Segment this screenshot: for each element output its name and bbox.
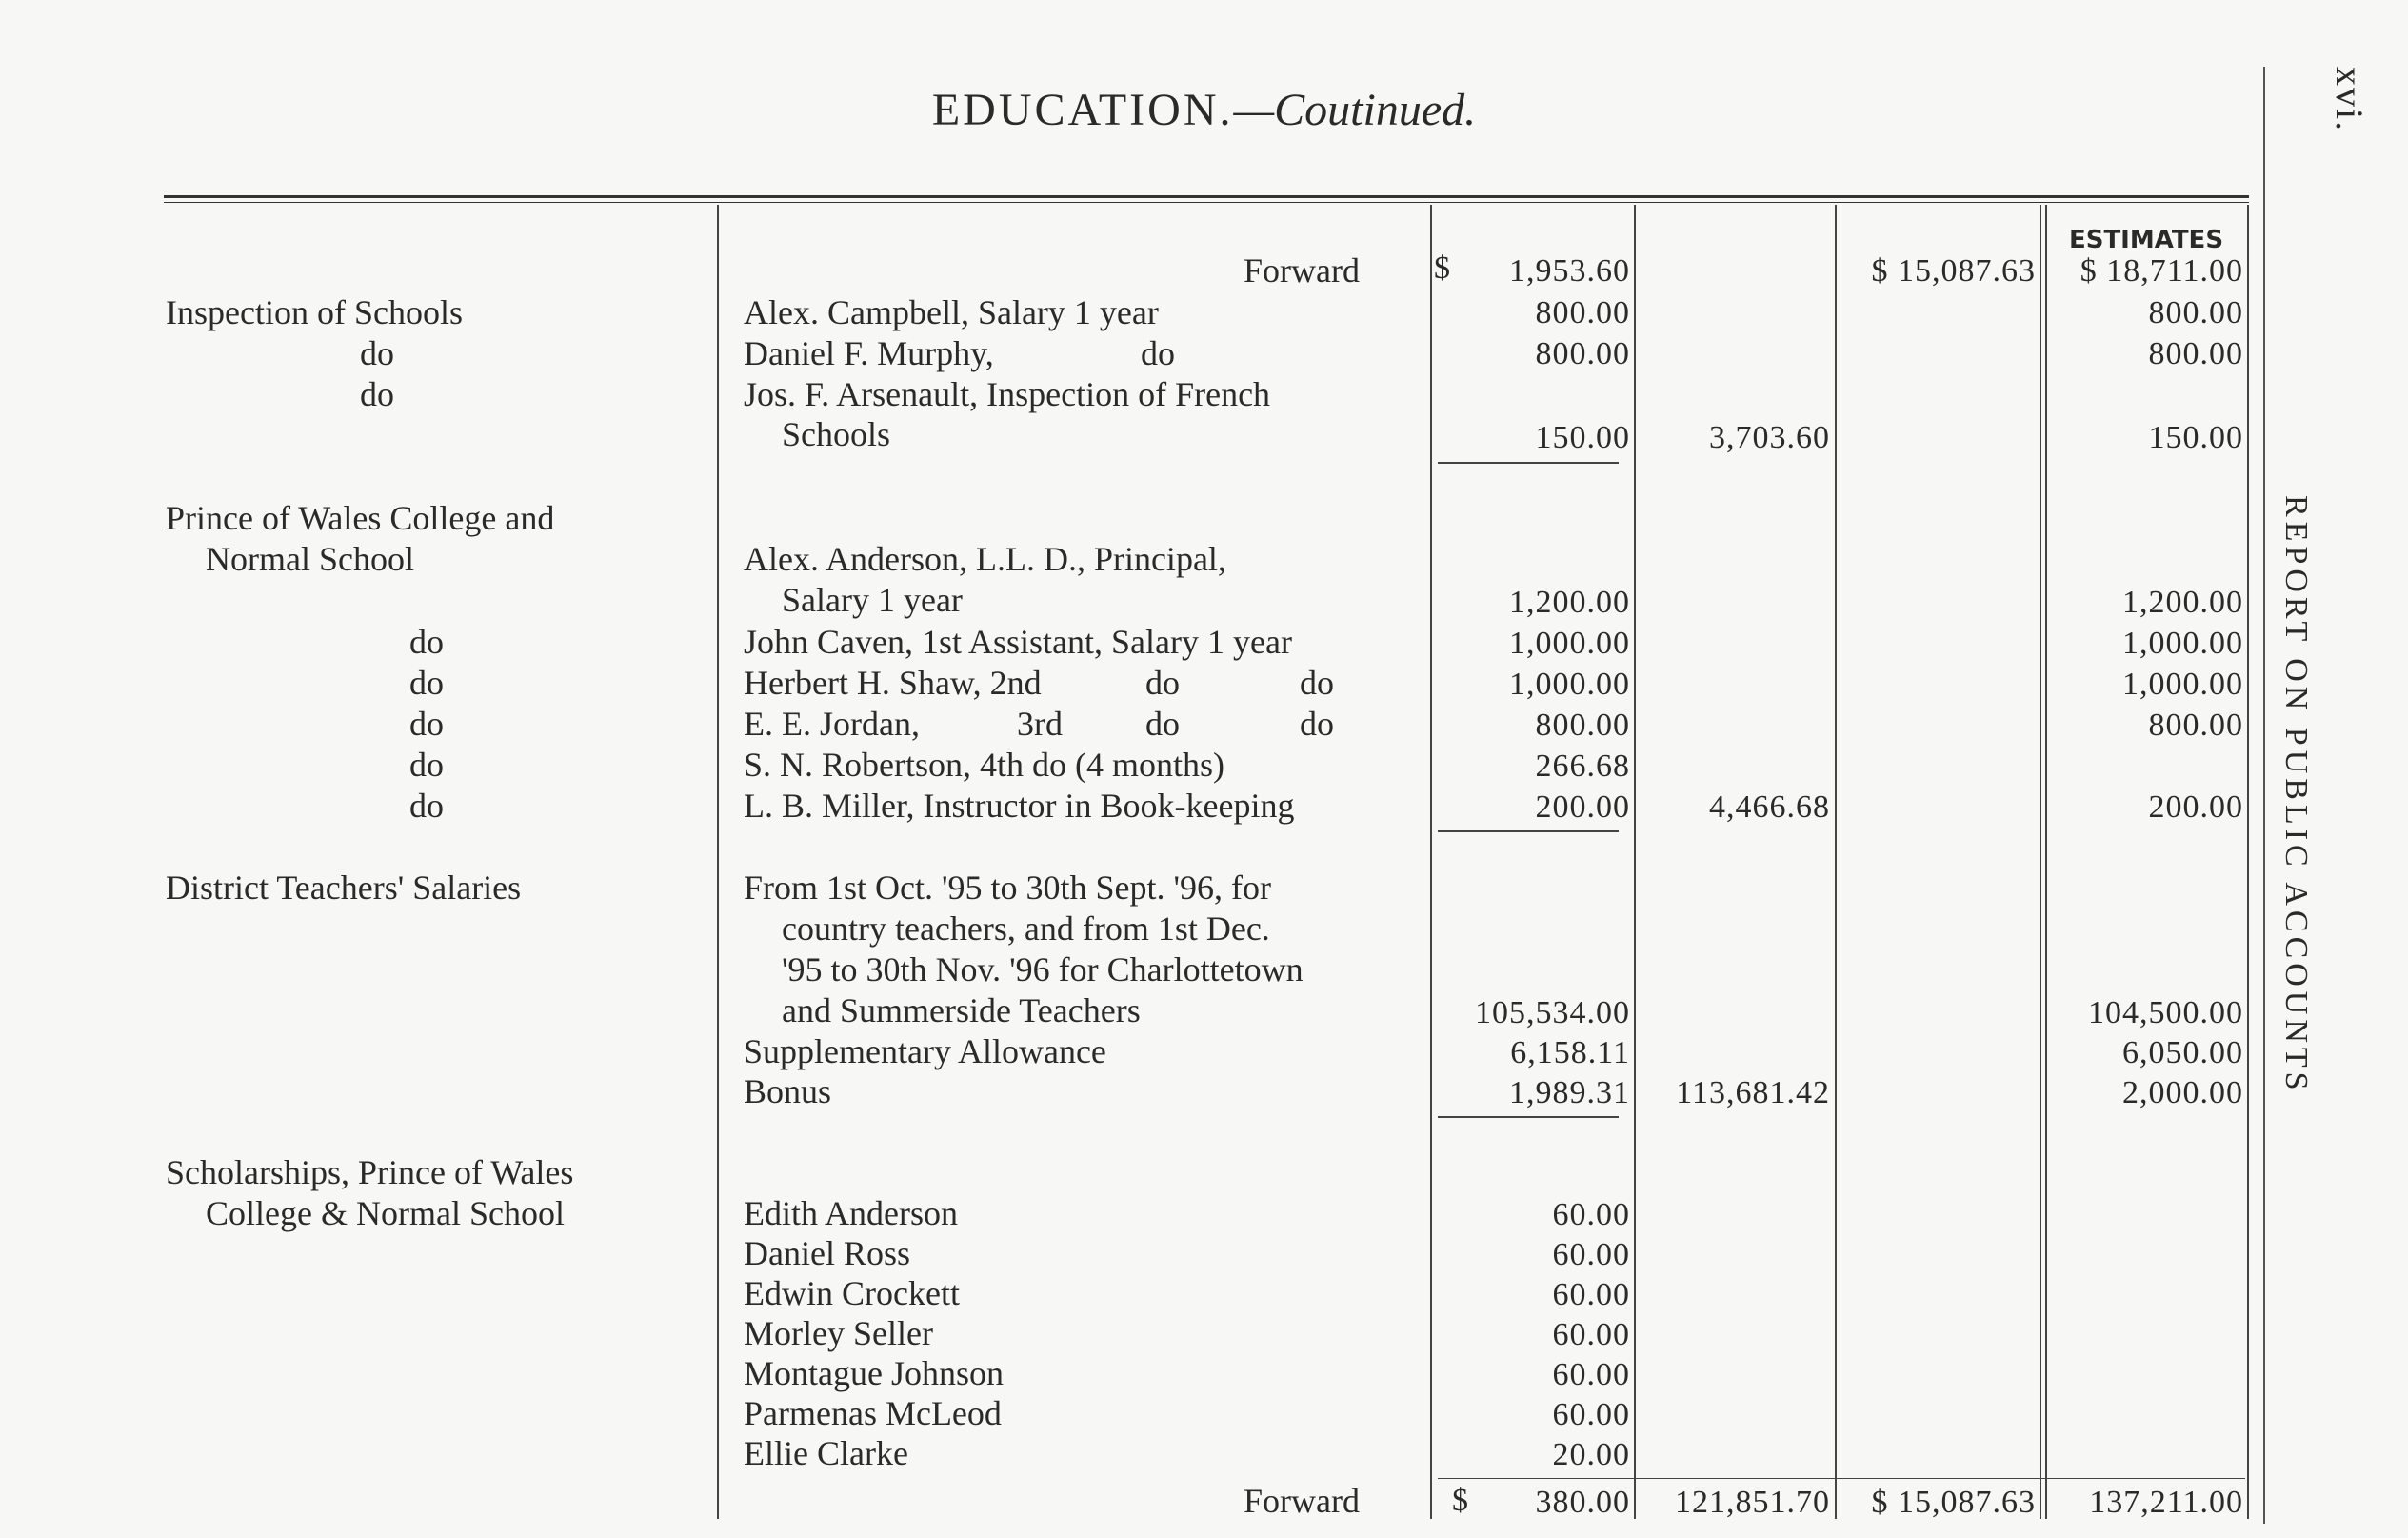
row-amount: 1,000.00 xyxy=(1509,667,1630,702)
row-subtotal: 3,703.60 xyxy=(1709,420,1830,455)
supplementary-label: Supplementary Allowance xyxy=(744,1032,1106,1070)
scholarship-amount: 60.00 xyxy=(1552,1277,1630,1312)
row-estimate: 800.00 xyxy=(2148,708,2243,743)
row-desc: Jos. F. Arsenault, Inspection of French xyxy=(744,375,1271,413)
forward-bottom-total: $ 15,087.63 xyxy=(1871,1485,2036,1520)
row-amount: 800.00 xyxy=(1535,336,1630,371)
forward-top-total: $ 15,087.63 xyxy=(1871,253,2036,289)
page-number: xvi. xyxy=(2328,67,2371,133)
row-amount: 1,200.00 xyxy=(1509,585,1630,620)
row-estimate: 800.00 xyxy=(2148,295,2243,330)
row-estimate: 1,200.00 xyxy=(2122,585,2243,620)
row-left-do: do xyxy=(409,623,444,661)
bonus-amount: 1,989.31 xyxy=(1509,1075,1630,1110)
forward-label-top: Forward xyxy=(1244,251,1360,290)
title-main: EDUCATION. xyxy=(931,85,1234,135)
subtotal-rule xyxy=(1438,830,1619,832)
forward-bottom-estimate: 137,211.00 xyxy=(2089,1485,2243,1520)
column-line-description xyxy=(717,205,719,1519)
row-left-do: do xyxy=(409,664,444,702)
top-rule xyxy=(164,195,2249,198)
column-line-estimates-b xyxy=(2045,205,2047,1519)
scholarship-name: Edith Anderson xyxy=(744,1194,958,1232)
row-estimate: 200.00 xyxy=(2148,789,2243,825)
supplementary-amount: 6,158.11 xyxy=(1510,1035,1630,1070)
row-subtotal: 4,466.68 xyxy=(1709,789,1830,825)
row-amount: 150.00 xyxy=(1535,420,1630,455)
row-left-do: do xyxy=(409,705,444,743)
row-desc-do: do xyxy=(1145,705,1180,743)
row-desc-do: do xyxy=(1141,334,1175,372)
supplementary-estimate: 6,050.00 xyxy=(2122,1035,2243,1070)
page-title xyxy=(0,84,2408,136)
scholarship-amount: 60.00 xyxy=(1552,1237,1630,1272)
right-margin-rule xyxy=(2263,67,2265,1524)
forward-top-dollar: $ xyxy=(1434,250,1451,286)
row-amount: 200.00 xyxy=(1535,789,1630,825)
row-desc: E. E. Jordan, xyxy=(744,705,920,743)
section-heading-college-2: Normal School xyxy=(206,540,414,578)
subtotal-rule xyxy=(1438,1116,1619,1118)
bonus-label: Bonus xyxy=(744,1072,832,1110)
bonus-subtotal: 113,681.42 xyxy=(1676,1075,1830,1110)
column-line-estimates-a xyxy=(2040,205,2041,1519)
scholarship-amount: 60.00 xyxy=(1552,1357,1630,1392)
row-left-do: do xyxy=(409,746,444,784)
row-desc-do: do xyxy=(1300,664,1334,702)
row-estimate: 800.00 xyxy=(2148,336,2243,371)
forward-label-bottom: Forward xyxy=(1244,1482,1360,1520)
forward-bottom-subtotal: 121,851.70 xyxy=(1675,1485,1830,1520)
row-desc-do: do xyxy=(1300,705,1334,743)
district-estimate: 104,500.00 xyxy=(2088,995,2243,1030)
scholarship-name: Parmenas McLeod xyxy=(744,1394,1002,1432)
row-desc: Daniel F. Murphy, xyxy=(744,334,994,372)
row-desc: S. N. Robertson, 4th do (4 months) xyxy=(744,746,1225,784)
subtotal-rule xyxy=(1438,462,1619,464)
row-desc: L. B. Miller, Instructor in Book-keeping xyxy=(744,787,1295,825)
forward-rule xyxy=(1438,1478,2245,1479)
scholarship-name: Ellie Clarke xyxy=(744,1434,908,1472)
row-desc-do: do xyxy=(1145,664,1180,702)
scholarship-name: Montague Johnson xyxy=(744,1354,1004,1392)
section-heading-college: Prince of Wales College and xyxy=(166,499,555,537)
column-line-total xyxy=(1835,205,1837,1519)
row-estimate: 150.00 xyxy=(2148,420,2243,455)
row-estimate: 1,000.00 xyxy=(2122,667,2243,702)
district-desc-line: '95 to 30th Nov. '96 for Charlottetown xyxy=(782,950,1304,989)
forward-top-estimate: $ 18,711.00 xyxy=(2080,253,2243,289)
row-estimate: 1,000.00 xyxy=(2122,626,2243,661)
row-amount: 1,000.00 xyxy=(1509,626,1630,661)
district-desc-line: From 1st Oct. '95 to 30th Sept. '96, for xyxy=(744,869,1271,907)
scholarship-amount: 60.00 xyxy=(1552,1317,1630,1352)
running-head: REPORT ON PUBLIC ACCOUNTS xyxy=(2279,495,2314,1095)
district-desc-line: and Summerside Teachers xyxy=(782,991,1141,1029)
district-amount: 105,534.00 xyxy=(1475,995,1630,1030)
row-desc-rank: 3rd xyxy=(1017,705,1063,743)
row-desc: Alex. Campbell, Salary 1 year xyxy=(744,293,1159,331)
scholarship-amount: 60.00 xyxy=(1552,1397,1630,1432)
section-heading-scholarships: Scholarships, Prince of Wales xyxy=(166,1153,574,1191)
row-desc: Herbert H. Shaw, 2nd xyxy=(744,664,1042,702)
column-line-subtotal xyxy=(1634,205,1636,1519)
scholarship-name: Morley Seller xyxy=(744,1314,933,1352)
row-left-do: do xyxy=(409,787,444,825)
section-heading-district: District Teachers' Salaries xyxy=(166,869,522,907)
forward-bottom-amount: 380.00 xyxy=(1535,1485,1630,1520)
scholarship-name: Daniel Ross xyxy=(744,1234,910,1272)
row-desc-continued: Schools xyxy=(782,415,891,453)
row-left-do: do xyxy=(360,375,394,413)
bonus-estimate: 2,000.00 xyxy=(2122,1075,2243,1110)
title-continued: —Coutinued. xyxy=(1233,85,1477,135)
row-desc: Alex. Anderson, L.L. D., Principal, xyxy=(744,540,1226,578)
scholarship-amount: 60.00 xyxy=(1552,1197,1630,1232)
row-desc: John Caven, 1st Assistant, Salary 1 year xyxy=(744,623,1292,661)
forward-top-amount: 1,953.60 xyxy=(1509,253,1630,289)
row-left-do: do xyxy=(360,334,394,372)
scholarship-name: Edwin Crockett xyxy=(744,1274,960,1312)
forward-bottom-dollar: $ xyxy=(1452,1483,1469,1518)
row-amount: 266.68 xyxy=(1535,749,1630,784)
estimates-header: ESTIMATES xyxy=(2068,226,2224,254)
scholarship-amount: 20.00 xyxy=(1552,1437,1630,1472)
row-amount: 800.00 xyxy=(1535,708,1630,743)
top-rule-second xyxy=(164,202,2249,203)
row-amount: 800.00 xyxy=(1535,295,1630,330)
row-desc-continued: Salary 1 year xyxy=(782,581,963,619)
column-line-right xyxy=(2247,205,2249,1519)
district-desc-line: country teachers, and from 1st Dec. xyxy=(782,909,1270,948)
section-heading-inspection: Inspection of Schools xyxy=(166,293,463,331)
section-heading-scholarships-2: College & Normal School xyxy=(206,1194,565,1232)
